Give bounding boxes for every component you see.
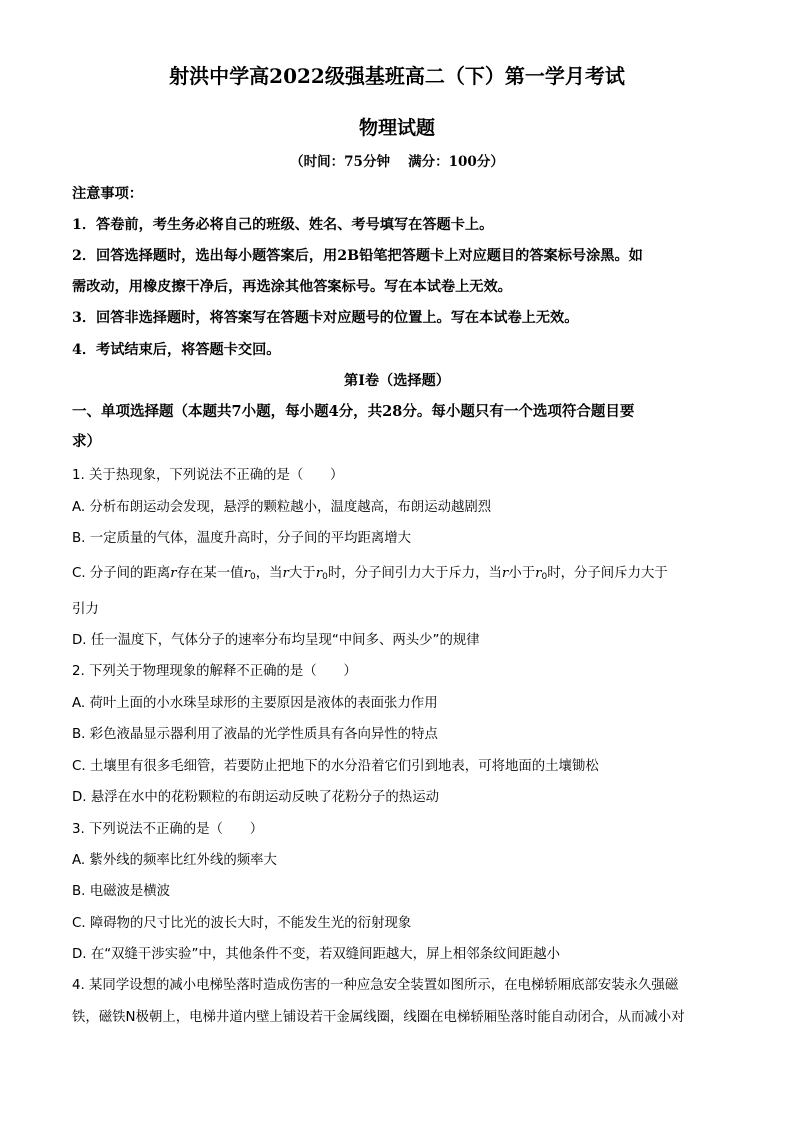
question-stem: 3. 下列说法不正确的是（ ） (72, 822, 264, 837)
section-heading: 一、单项选择题（本题共7小题，每小题4分，共28分。每小题只有一个选项符合题目要 (72, 403, 635, 420)
notice-item: 1．答卷前，考生务必将自己的班级、姓名、考号填写在答题卡上。 (72, 217, 494, 233)
question-stem: 4. 某同学设想的减小电梯坠落时造成伤害的一种应急安全装置如图所示，在电梯轿厢底部安装永久强磁 (72, 978, 679, 993)
option-c: C. 分子间的距离r存在某一值$r_0$，当r大于$r_0$时，分子间引力大于斥力，当r小于$r_0$时，分子间斥力大于 (72, 566, 668, 582)
time-info: （时间：75分钟 满分：100分） (290, 154, 504, 170)
option-a: A. 分析布朗运动会发现，悬浮的颗粒越小，温度越高，布朗运动越剧烈 (72, 500, 492, 515)
option-d: D. 悬浮在水中的花粉颗粒的布朗运动反映了花粉分子的热运动 (72, 790, 439, 805)
subject-title: 物理试题 (358, 117, 435, 139)
option-b: B. 彩色液晶显示器利用了液晶的光学性质具有各向异性的特点 (72, 727, 438, 742)
option-c-cont: 引力 (72, 602, 99, 617)
option-d: D. 在“双缝干涉实验”中，其他条件不变，若双缝间距越大，屏上相邻条纹间距越小 (72, 947, 560, 962)
option-b: B. 电磁波是横波 (72, 884, 171, 899)
section-heading-cont: 求） (72, 433, 101, 450)
question-stem: 1. 关于热现象，下列说法不正确的是（ ） (72, 468, 344, 483)
notice-heading: 注意事项： (72, 186, 143, 202)
question-stem-cont: 铁，磁铁N极朝上，电梯井道内壁上铺设若干金属线圈，线圈在电梯轿厢坠落时能自动闭合，从而减小对 (72, 1010, 685, 1025)
exam-title: 射洪中学高2022级强基班高二（下）第一学月考试 (169, 64, 625, 88)
notice-item: 需改动，用橡皮擦干净后，再选涂其他答案标号。写在本试卷上无效。 (72, 279, 512, 295)
part-heading: 第Ⅰ卷（选择题） (344, 373, 450, 389)
question-stem: 2. 下列关于物理现象的解释不正确的是（ ） (72, 664, 357, 679)
option-d: D. 任一温度下，气体分子的速率分布均呈现“中间多、两头少”的规律 (72, 633, 480, 648)
notice-item: 2．回答选择题时，选出每小题答案后，用2B铅笔把答题卡上对应题目的答案标号涂黑。如 (72, 248, 643, 264)
option-a: A. 荷叶上面的小水珠呈球形的主要原因是液体的表面张力作用 (72, 696, 438, 711)
option-c: C. 障碍物的尺寸比光的波长大时，不能发生光的衍射现象 (72, 916, 412, 931)
option-b: B. 一定质量的气体，温度升高时，分子间的平均距离增大 (72, 531, 412, 546)
notice-item: 4．考试结束后，将答题卡交回。 (72, 342, 281, 358)
option-a: A. 紫外线的频率比红外线的频率大 (72, 853, 277, 868)
option-c: C. 土壤里有很多毛细管，若要防止把地下的水分沿着它们引到地表，可将地面的土壤锄松 (72, 759, 599, 774)
notice-item: 3．回答非选择题时，将答案写在答题卡对应题号的位置上。写在本试卷上无效。 (72, 310, 579, 326)
